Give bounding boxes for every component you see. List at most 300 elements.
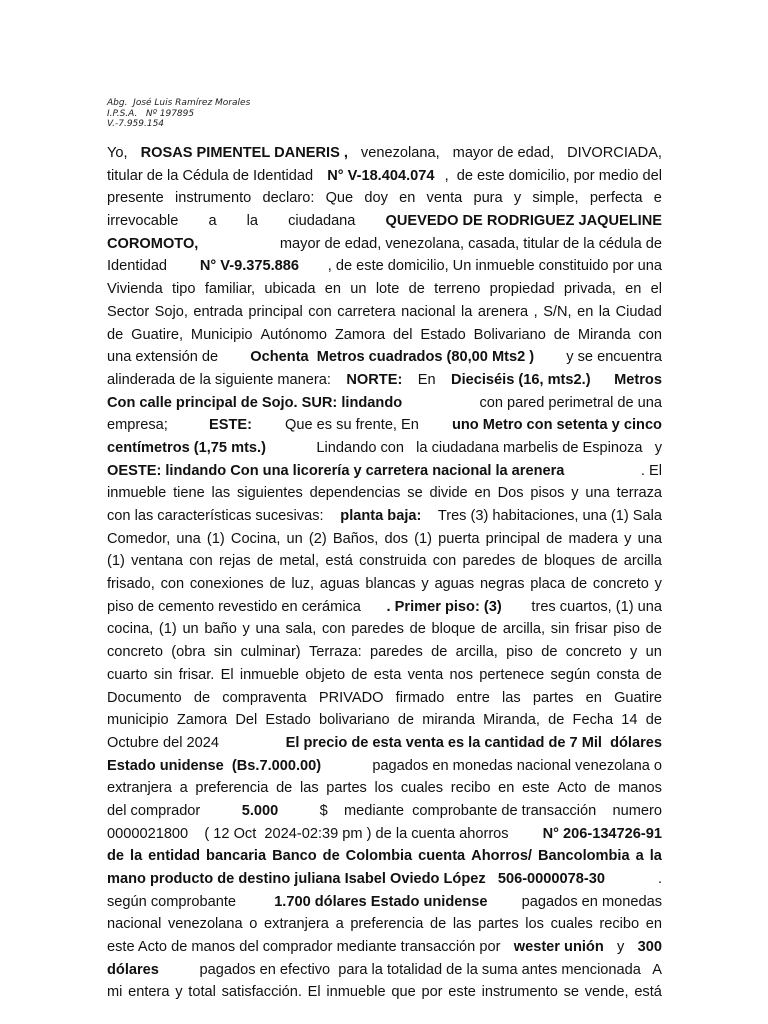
text-segment: instrumento — [175, 190, 252, 207]
text-segment: terreno — [434, 281, 481, 298]
text-segment: (1) — [158, 621, 177, 638]
text-segment: Yo, — [107, 145, 128, 161]
text-segment: bolivariano — [319, 712, 390, 729]
text-line — [107, 777, 662, 800]
text-segment: puerta — [438, 530, 480, 547]
text-segment: concreto — [592, 576, 649, 593]
text-segment: paredes — [462, 553, 516, 570]
text-segment: la — [246, 213, 258, 230]
text-line — [107, 369, 662, 392]
text-segment: y — [421, 576, 429, 593]
text-segment: venta — [426, 190, 463, 207]
text-segment: divide — [429, 485, 468, 502]
text-segment: sin — [213, 644, 233, 661]
text-segment: un — [645, 644, 662, 661]
text-segment: frisado, — [107, 576, 155, 593]
text-line — [107, 324, 662, 347]
text-segment: sala, — [285, 621, 317, 638]
text-segment: (2) — [308, 530, 327, 547]
text-segment: , — [533, 303, 538, 320]
text-segment: Baños, — [332, 530, 379, 547]
text-segment: concreto — [107, 644, 163, 661]
text-segment: 0000021800 ( 12 Oct 2024-02:39 pm ) de la cuenta ahorros — [107, 825, 513, 842]
text-segment: en — [498, 780, 515, 797]
text-segment: y — [175, 984, 183, 1001]
bold-text-segment: N° V-9.375.886 — [199, 258, 300, 275]
text-line — [107, 687, 662, 710]
text-segment: un — [182, 621, 199, 638]
bold-text-segment: dólares — [107, 961, 159, 978]
text-segment: arenera — [477, 303, 529, 320]
text-segment: Bolivariano — [473, 326, 546, 343]
text-segment: frisar. — [178, 666, 215, 683]
text-segment: rejas — [219, 553, 251, 570]
text-segment: según — [550, 666, 591, 683]
text-segment: de — [276, 780, 293, 797]
text-segment: de — [431, 644, 448, 661]
text-segment: Sojo, — [154, 303, 188, 320]
text-segment: venta — [407, 666, 444, 683]
text-segment: y — [513, 190, 522, 207]
text-segment: de — [193, 689, 211, 706]
text-segment: se — [407, 485, 423, 502]
text-segment: blancas — [365, 576, 416, 593]
bold-text-segment: N° V-18.404.074 — [327, 167, 435, 184]
text-segment: dependencias — [309, 485, 401, 502]
text-segment: total — [188, 984, 216, 1001]
text-segment: entera — [128, 984, 170, 1001]
text-segment: ciudadana — [288, 213, 356, 230]
text-line — [107, 664, 662, 687]
bold-text-segment: planta baja: — [340, 508, 422, 524]
text-segment: (obra — [171, 644, 206, 661]
text-line — [107, 278, 662, 301]
text-segment: propiedad — [489, 281, 555, 298]
bold-text-segment: wester unión — [513, 939, 604, 956]
text-segment: y — [571, 485, 579, 502]
text-segment: El — [307, 984, 321, 1001]
text-line — [107, 596, 662, 619]
bold-text-segment: Banco — [272, 848, 317, 865]
text-segment: cuarto — [107, 666, 148, 683]
text-segment: cuales — [400, 780, 444, 797]
text-segment: conexiones — [189, 576, 264, 593]
text-segment: del comprador — [107, 802, 205, 819]
text-segment: entrada — [193, 303, 243, 320]
text-segment: irrevocable — [107, 213, 179, 230]
text-line — [107, 392, 662, 415]
bold-text-segment: bancaria — [206, 848, 267, 865]
text-segment: venezolana — [168, 916, 243, 933]
bold-text-segment: a — [635, 848, 644, 865]
text-segment: piso — [506, 644, 533, 661]
text-segment: preferencia — [350, 916, 424, 933]
text-segment: de — [397, 712, 415, 729]
bold-text-segment: Estado unidense (Bs.7.000.00) — [107, 757, 322, 774]
text-line — [107, 981, 662, 1004]
text-segment: el — [650, 281, 662, 298]
text-segment: sin — [550, 621, 570, 638]
bold-text-segment: la — [130, 848, 143, 865]
text-segment: y se encuentra — [562, 349, 662, 366]
text-line — [107, 255, 662, 278]
bold-text-segment: N° 206-134726-91 — [542, 825, 662, 842]
text-line — [107, 800, 662, 823]
text-segment: y — [654, 576, 662, 593]
text-segment: sin — [153, 666, 173, 683]
text-segment: partes — [532, 689, 574, 706]
text-segment: un — [286, 530, 303, 547]
text-segment: $ mediante comprobante de transacción numero — [315, 802, 662, 819]
text-segment: concreto — [565, 644, 622, 661]
text-line — [107, 210, 662, 233]
bold-text-segment: Ochenta Metros cuadrados (80,00 Mts2 ) — [250, 349, 535, 366]
text-segment: Comedor, — [107, 530, 171, 547]
text-segment: de — [601, 553, 618, 570]
text-line — [107, 165, 662, 188]
text-line — [107, 641, 662, 664]
text-segment: las — [211, 485, 231, 502]
bold-text-segment: mano producto de destino juliana Isabel Oviedo López 506-0000078-30 — [107, 871, 605, 887]
text-segment: pura — [473, 190, 503, 207]
text-segment: de — [594, 780, 611, 797]
text-segment: Tres (3) habitaciones, una (1) Sala — [434, 508, 662, 524]
text-segment: pagados en monedas nacional venezolana o — [364, 757, 662, 774]
bold-text-segment: ROSAS PIMENTEL DANERIS , — [140, 145, 348, 161]
text-segment: cocina, — [107, 621, 154, 638]
text-segment: las — [299, 780, 319, 797]
text-segment: negras — [479, 576, 525, 593]
text-segment: Identidad — [107, 258, 172, 275]
text-segment: baño — [204, 621, 237, 638]
text-segment: aguas — [434, 576, 475, 593]
text-segment: este — [522, 780, 550, 797]
text-segment: de — [645, 666, 662, 683]
bold-text-segment: OESTE: lindando Con una licorería y carretera nacional la arenera — [107, 462, 565, 479]
text-segment: una — [176, 530, 201, 547]
text-segment: paredes — [351, 621, 404, 638]
text-segment: , de este domicilio, por medio del — [444, 167, 662, 184]
text-segment: Estado — [420, 326, 466, 343]
text-segment: cuales — [550, 916, 593, 933]
text-segment: ubicada — [264, 281, 316, 298]
text-line — [107, 845, 662, 868]
text-line — [107, 618, 662, 641]
text-segment: El — [220, 666, 234, 683]
text-segment: lote — [375, 281, 400, 298]
text-segment: en — [625, 281, 642, 298]
bold-text-segment: Colombia — [345, 848, 413, 865]
bold-text-segment: Dieciséis (16, mts2.) — [451, 371, 591, 388]
text-line — [107, 732, 662, 755]
text-segment: Sector — [107, 303, 150, 320]
text-segment: con — [321, 621, 346, 638]
text-segment: 14 — [621, 712, 638, 729]
text-segment: arcilla, — [455, 644, 498, 661]
text-segment: , de este domicilio, Un inmueble constituido por una — [327, 258, 662, 275]
text-segment: declaro: — [262, 190, 315, 207]
text-line — [107, 823, 662, 846]
text-segment: está — [634, 984, 662, 1001]
text-segment: (1) — [414, 530, 432, 547]
text-segment: de — [256, 553, 274, 570]
text-segment: Del — [235, 712, 258, 729]
text-segment: dos — [384, 530, 408, 547]
text-segment: pagados en monedas — [505, 893, 662, 910]
text-segment: Miranda — [577, 326, 631, 343]
text-segment: de — [429, 916, 447, 933]
text-segment: según comprobante — [107, 893, 257, 910]
text-segment: Octubre del 2024 — [107, 734, 224, 751]
text-segment: municipio — [107, 712, 169, 729]
text-line — [107, 573, 662, 596]
bold-text-segment: Metros — [601, 371, 662, 388]
text-segment: y — [612, 939, 629, 956]
text-segment: recibo — [450, 780, 491, 797]
bold-text-segment: entidad — [148, 848, 201, 865]
text-segment: aguas — [319, 576, 360, 593]
text-segment: PRIVADO — [318, 689, 384, 706]
text-segment: en — [585, 689, 602, 706]
text-line — [107, 414, 662, 437]
text-line — [107, 346, 662, 369]
text-line — [107, 868, 662, 891]
text-segment: Guatire, — [131, 326, 184, 343]
text-segment: frisar — [575, 621, 608, 638]
text-segment: de — [269, 576, 286, 593]
text-segment: siguientes — [237, 485, 303, 502]
text-segment: mayor de edad, — [452, 145, 555, 161]
bold-text-segment: centímetros (1,75 mts.) — [107, 439, 266, 456]
text-segment: Que — [325, 190, 354, 207]
text-segment: miranda — [422, 712, 475, 729]
text-segment: tiene — [173, 485, 205, 502]
text-segment: que — [391, 984, 416, 1001]
text-segment: de — [107, 326, 124, 343]
text-segment: construida — [359, 553, 427, 570]
text-segment: satisfacción. — [221, 984, 302, 1001]
bold-text-segment: de — [107, 848, 125, 865]
text-segment: carretera — [337, 303, 396, 320]
text-segment: de — [351, 666, 368, 683]
text-segment: privada, — [563, 281, 616, 298]
text-segment: . — [657, 871, 662, 887]
text-segment: las — [502, 689, 521, 706]
text-segment: inmueble — [239, 666, 300, 683]
text-segment: Dos — [497, 485, 524, 502]
text-segment: a — [179, 780, 188, 797]
text-segment: vende, — [584, 984, 629, 1001]
text-segment: Terraza: — [308, 644, 362, 661]
text-segment: Zamora — [334, 326, 386, 343]
text-segment: recibo — [599, 916, 640, 933]
text-segment: de — [548, 712, 565, 729]
text-segment: una — [255, 621, 280, 638]
text-segment: bloque — [431, 621, 476, 638]
bold-text-segment: Con calle principal de Sojo. SUR: lindando — [107, 394, 403, 411]
text-segment: simple, — [532, 190, 579, 207]
text-segment: Acto — [557, 780, 587, 797]
text-segment: extranjera — [264, 916, 329, 933]
text-segment: en — [577, 303, 594, 320]
text-segment: extranjera — [107, 780, 172, 797]
text-segment: la — [461, 303, 473, 320]
text-segment: con pared perimetral de una — [475, 394, 662, 411]
text-line — [107, 233, 662, 256]
text-segment: de — [645, 712, 662, 729]
text-segment: Vivienda — [107, 281, 163, 298]
text-segment: bloques — [543, 553, 596, 570]
lawyer-header — [107, 98, 250, 130]
text-segment: partes — [326, 780, 367, 797]
text-segment: y — [624, 530, 632, 547]
text-segment: nacional — [401, 303, 456, 320]
text-segment: de — [409, 621, 426, 638]
text-line — [107, 709, 662, 732]
text-segment: este Acto de manos del comprador mediante transacción por — [107, 939, 505, 956]
bold-text-segment: 300 — [637, 939, 662, 956]
text-segment: terraza — [616, 485, 662, 502]
text-segment: tres cuartos, (1) una — [527, 598, 662, 615]
text-segment: se — [563, 984, 580, 1001]
text-segment: a — [335, 916, 344, 933]
text-segment: . El — [640, 462, 662, 479]
document-body — [107, 142, 662, 1004]
text-segment: nos — [449, 666, 474, 683]
text-segment: alinderada de la siguiente manera: — [107, 371, 335, 388]
text-line — [107, 959, 662, 982]
text-line — [107, 187, 662, 210]
lawyer-id: V.-7.959.154 — [107, 119, 165, 129]
text-segment: Miranda, — [483, 712, 540, 729]
text-segment: los — [374, 780, 394, 797]
text-segment: pisos — [530, 485, 565, 502]
text-segment: S/N, — [543, 303, 572, 320]
text-segment: Guatire — [614, 689, 662, 706]
text-line — [107, 301, 662, 324]
text-segment: una extensión de — [107, 349, 223, 366]
text-segment: Municipio — [190, 326, 253, 343]
bold-text-segment: QUEVEDO DE RODRIGUEZ JAQUELINE — [385, 213, 662, 230]
text-segment: compraventa — [222, 689, 307, 706]
text-segment: y — [630, 644, 638, 661]
text-segment: principal — [248, 303, 303, 320]
text-segment: inmueble — [326, 984, 386, 1001]
bold-text-segment: de — [322, 848, 340, 865]
text-segment: pertenece — [479, 666, 545, 683]
bold-text-segment: la — [649, 848, 662, 865]
text-segment: con las características sucesivas: — [107, 508, 328, 524]
text-segment: Cocina, — [230, 530, 281, 547]
text-segment: venezolana, — [360, 145, 440, 161]
text-segment: un — [350, 281, 367, 298]
text-segment: con — [160, 576, 185, 593]
text-line — [107, 891, 662, 914]
lawyer-ipsa: I.P.S.A. Nº 197895 — [107, 108, 195, 119]
text-segment: empresa; — [107, 417, 180, 434]
text-segment: inmueble — [107, 485, 167, 502]
text-segment: e — [653, 190, 662, 207]
text-segment: Estado — [265, 712, 311, 729]
text-segment: arcilla — [623, 553, 662, 570]
text-segment: de — [553, 326, 570, 343]
text-segment: de — [645, 621, 662, 638]
text-segment: (1) — [206, 530, 225, 547]
text-segment: titular de la Cédula de Identidad — [107, 167, 318, 184]
text-segment: partes — [478, 916, 519, 933]
text-segment: entre — [456, 689, 490, 706]
text-segment: preferencia — [195, 780, 269, 797]
text-segment: objeto — [305, 666, 346, 683]
text-segment: la — [598, 303, 611, 320]
text-segment: Documento — [107, 689, 182, 706]
text-segment: y — [242, 621, 250, 638]
text-line — [107, 142, 662, 165]
text-segment: con — [638, 326, 662, 343]
text-segment: por — [421, 984, 443, 1001]
text-line — [107, 913, 662, 936]
text-segment: una — [585, 485, 610, 502]
bold-text-segment: 5.000 — [241, 802, 279, 819]
text-segment: pagados en efectivo para la totalidad de la suma antes mencionada A — [195, 961, 662, 978]
bold-text-segment: Ahorros/ — [471, 848, 532, 865]
text-segment: doy — [364, 190, 388, 207]
text-segment: o — [249, 916, 258, 933]
text-segment: culminar) — [240, 644, 301, 661]
text-segment: manos — [618, 780, 662, 797]
text-line — [107, 437, 662, 460]
text-line — [107, 460, 662, 483]
text-segment: con — [308, 303, 332, 320]
bold-text-segment: El precio de esta venta es la cantidad de 7 Mil dólares — [285, 734, 662, 751]
text-segment: Autónomo — [260, 326, 327, 343]
text-segment: los — [525, 916, 544, 933]
text-segment: tipo — [172, 281, 196, 298]
text-segment: (1) — [107, 553, 125, 570]
text-segment: DIVORCIADA, — [567, 145, 662, 161]
text-segment: arcilla, — [502, 621, 546, 638]
text-segment: presente — [107, 190, 164, 207]
text-segment: piso — [613, 621, 640, 638]
text-segment: una — [637, 530, 662, 547]
text-segment: está — [325, 553, 353, 570]
text-segment: las — [452, 916, 472, 933]
text-segment: en — [324, 281, 342, 298]
text-line — [107, 482, 662, 505]
text-segment: en — [474, 485, 491, 502]
text-segment: ventana — [131, 553, 184, 570]
text-segment: metal, — [279, 553, 320, 570]
text-segment: Ciudad — [615, 303, 662, 320]
text-segment: Fecha — [572, 712, 614, 729]
text-segment: con — [432, 553, 457, 570]
text-line — [107, 528, 662, 551]
text-segment: Zamora — [176, 712, 228, 729]
bold-text-segment: ESTE: — [209, 417, 252, 434]
text-line — [107, 505, 662, 528]
text-line — [107, 550, 662, 573]
text-segment: mayor de edad, venezolana, casada, titular de la cédula de — [279, 235, 662, 252]
text-segment: del — [393, 326, 413, 343]
text-segment: luz, — [291, 576, 315, 593]
text-segment: familiar, — [204, 281, 256, 298]
text-segment: de — [541, 644, 558, 661]
text-segment: Que es su frente, En — [280, 417, 423, 434]
bold-text-segment: cuenta — [418, 848, 466, 865]
text-segment: esta — [373, 666, 402, 683]
text-segment: con — [189, 553, 213, 570]
text-segment: nacional — [107, 916, 162, 933]
